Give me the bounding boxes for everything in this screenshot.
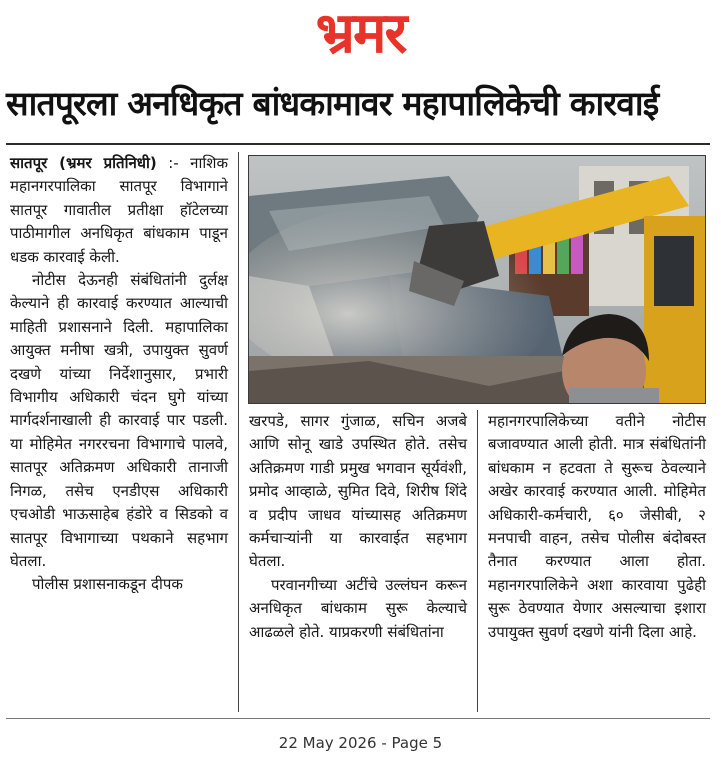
article-column-1 [10,152,228,597]
page-footer: 22 May 2026 - Page 5 [278,734,443,752]
article-paragraph: परवानगीच्या अटींचे उल्लंघन करून अनधिकृत बांधकाम सुरू केल्याचे आढळले होते. याप्रकरणी संबंधितांना [249,575,467,641]
article-dateline: सातपूर (भ्रमर प्रतिनिधी) [10,154,157,172]
article-headline: सातपूरला अनधिकृत बांधकामावर महापालिकेची कारवाई [6,84,659,123]
column-divider [477,410,478,712]
headline-divider [6,143,710,145]
article-photo [248,155,706,404]
column-divider [238,152,239,712]
masthead [0,0,721,72]
article-column-2 [249,410,467,644]
article-paragraph: महानगरपालिकेच्या वतीने नोटीस बजावण्यात आली होती. मात्र संबंधितांनी बांधकाम न हटवता ते सुरूच ठेवल्याने अखेर कारवाई करण्यात आली. मोहिमेत अधिकारी-कर्मचारी, ६० जेसीबी, २ मनपाची वाहन, तसेच पोलीस बंदोबस्त तैनात करण्यात आला होता. महानगरपालिकेने अशा कारवाया पुढेही सुरू ठेवण्यात येणार असल्याचा इशारा उपायुक्त सुवर्ण दखणे यांनी दिला आहे. [488,412,706,641]
article-paragraph: पोलीस प्रशासनाकडून दीपक [32,575,183,594]
newspaper-logo: भ्रमर [315,1,406,66]
article-paragraph: नोटीस देऊनही संबंधितांनी दुर्लक्ष केल्याने ही कारवाई करण्यात आल्याची माहिती प्रशासनाने दिली. महापालिका आयुक्त मनीषा खत्री, उपायुक्त सुवर्ण दखणे यांच्या निर्देशानुसार, प्रभारी विभागीय अधिकारी चंदन घुगे यांच्या मार्गदर्शनाखाली ही कारवाई पार पडली. या मोहिमेत नगररचना विभागाचे पालवे, सातपूर अतिक्रमण अधिकारी तानाजी निगळ, तसेच एनडीएस अधिकारी एचओडी भाऊसाहेब हंडोरे व सिडको व सातपूर विभागाच्या पथकाने सहभाग घेतला. [10,271,228,570]
bottom-divider [6,718,710,719]
article-paragraph: खरपडे, सागर गुंजाळ, सचिन अजबे आणि सोनू खाडे उपस्थित होते. तसेच अतिक्रमण गाडी प्रमुख भगवान सूर्यवंशी, प्रमोद आव्हाळे, सुमित दिवे, शिरीष शिंदे व प्रदीप जाधव यांच्यासह अतिक्रमण कर्मचाऱ्यांनी या कारवाईत सहभाग घेतला. [249,412,467,571]
article-paragraph: :- नाशिक महानगरपालिका सातपूर विभागाने सातपूर गावातील प्रतीक्षा हॉटेलच्या पाठीमागील अनधिकृत बांधकाम पाडून धडक कारवाई केली. [10,154,228,266]
article-column-3 [488,410,706,644]
